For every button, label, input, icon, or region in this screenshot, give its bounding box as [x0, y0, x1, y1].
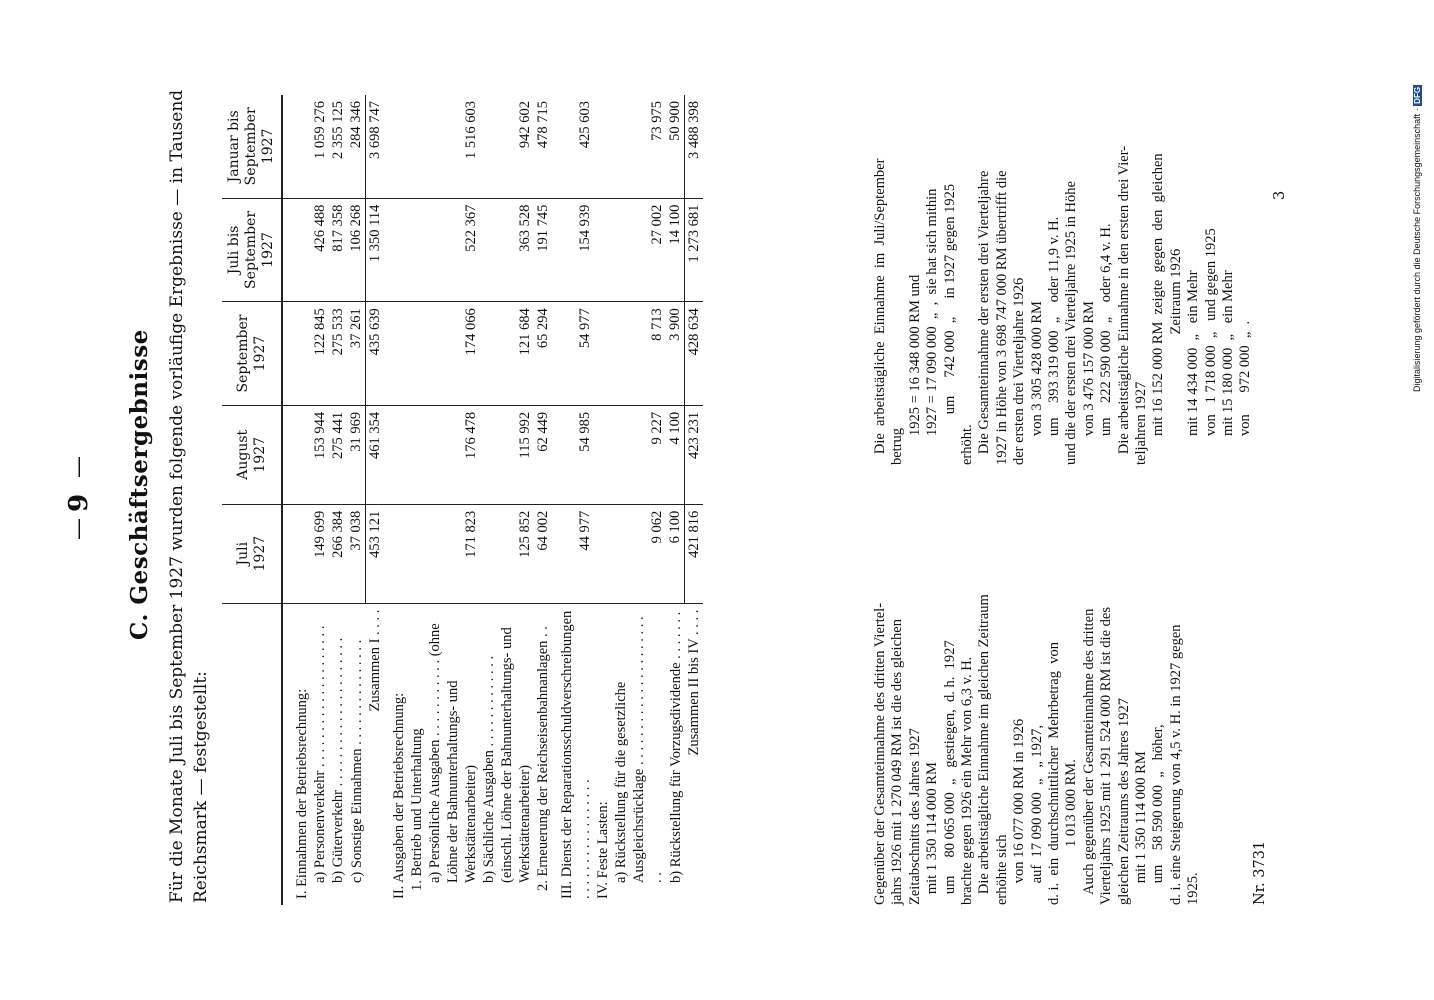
cell-value: 191 745 — [534, 198, 552, 302]
cell-value: 54 977 — [552, 302, 594, 406]
text-line: 1927 in Höhe von 3 698 747 000 RM übertrifft die — [993, 170, 1010, 465]
table-row — [594, 95, 612, 905]
row-label: Zusammen I . . . . — [366, 603, 385, 905]
text-line: Zeitraum 1926 — [1167, 248, 1184, 465]
cell-value: 115 992 — [480, 405, 534, 504]
cell-value: 453 121 — [366, 504, 385, 603]
row-label: II. Ausgaben der Betriebsrechnung: — [384, 603, 408, 905]
cell-value: 942 602 — [517, 101, 533, 149]
text-line: um 80 065 000 „ gestiegen, d. h. 1927 — [941, 640, 958, 905]
text-line: um 393 319 000 „ oder 11,9 v. H. — [1046, 216, 1062, 465]
cell-value — [594, 504, 612, 603]
cell-value — [282, 198, 311, 302]
cell-value: 4 100 — [666, 405, 685, 504]
cell-value: 522 367 — [426, 198, 480, 302]
page-number: 9 — [64, 493, 94, 512]
cell-value — [282, 504, 311, 603]
text-line: von 3 305 428 000 RM — [1028, 301, 1045, 465]
cell-value: 275 441 — [329, 405, 347, 504]
cell-value — [408, 198, 426, 302]
cell-value: 149 699 — [311, 504, 329, 603]
table-row — [384, 95, 408, 905]
cell-value — [282, 405, 311, 504]
text-line: Zeitabschnitts des Jahres 1927 — [906, 728, 923, 905]
dfg-logo: DFG — [1413, 86, 1422, 104]
cell-value: 461 354 — [366, 405, 385, 504]
cell-value: 9 227 — [612, 405, 666, 504]
text-line: um 222 590 000 „ oder 6,4 v. H. — [1098, 223, 1115, 465]
cell-value: 37 038 — [347, 504, 366, 603]
text-line: um 742 000 „ in 1927 gegen 1925 — [941, 183, 958, 465]
table-row — [666, 95, 685, 905]
text-line: betrug — [889, 427, 906, 465]
cell-value: 1 059 276 — [312, 101, 328, 159]
cell-value: 2 355 125 — [330, 101, 346, 159]
cell-value — [384, 405, 408, 504]
cell-value: 6 100 — [666, 504, 685, 603]
text-line: von 972 000 „ . — [1237, 320, 1254, 465]
cell-value — [384, 198, 408, 302]
cell-value: 425 603 — [577, 101, 593, 149]
cell-value: 363 528 — [480, 198, 534, 302]
cell-value: 31 969 — [347, 405, 366, 504]
cell-value: 275 533 — [329, 302, 347, 406]
table-row — [408, 95, 426, 905]
text-line: erhöhte sich — [993, 834, 1010, 905]
text-line: Die Gesamteinnahme der ersten drei Vierteljahre — [976, 170, 993, 465]
text-line: Auch gegenüber der Gesamteinnahme des dritten — [1080, 608, 1097, 905]
cell-value: 106 268 — [347, 198, 366, 302]
cell-value: 3 488 398 — [685, 95, 704, 198]
text-line: Die arbeitstägliche Einnahme in den ersten drei Vier- — [1115, 145, 1132, 465]
text-line: gleichen Zeitraums des Jahres 1927 — [1115, 698, 1132, 905]
text-line: Gegenüber der Gesamteinnahme des dritten Viertel- — [872, 602, 888, 905]
text-line: mit 15 180 000 „ ein Mehr — [1220, 270, 1236, 465]
cell-value: 44 977 — [552, 504, 594, 603]
row-label: b) Rückstellung für Vorzugsdividende . . . . . . . — [666, 603, 685, 905]
cell-value: 65 294 — [534, 302, 552, 406]
text-line: d. i. ein durchschnittlicher Mehrbetrag von — [1046, 642, 1062, 905]
header-label-column — [222, 603, 282, 905]
cell-value: 284 346 — [348, 101, 364, 149]
cell-value: 122 845 — [311, 302, 329, 406]
text-line: mit 16 152 000 RM zeigte gegen den gleichen — [1150, 153, 1167, 465]
text-line: von 3 476 157 000 RM — [1080, 301, 1097, 465]
table-row — [612, 95, 666, 905]
row-label: a) Rückstellung für die gesetzliche Ausgleichsrücklage . . . . . . . . . . . . . . . . . . . . . . . — [612, 603, 666, 905]
cell-value: 27 002 — [612, 198, 666, 302]
cell-value — [282, 302, 311, 406]
cell-value: 421 816 — [685, 504, 704, 603]
cell-value: 50 900 — [667, 101, 683, 141]
cell-value: 435 639 — [366, 302, 385, 406]
cell-value: 153 944 — [311, 405, 329, 504]
table-row — [282, 95, 311, 905]
table-row — [329, 95, 347, 905]
table-row — [311, 95, 329, 905]
text-line: 1925 = 16 348 000 RM und — [906, 274, 923, 465]
cell-value: 1 350 114 — [366, 198, 385, 302]
text-line: und die der ersten drei Vierteljahre 1925 in Höhe — [1063, 181, 1080, 465]
header-column-2: August 1927 — [222, 405, 282, 504]
text-line: um 58 590 000 „ höher, — [1150, 724, 1167, 905]
row-label: a) Persönliche Ausgaben . . . . . . . . . . . (ohne Löhne der Bahnunterhaltungs- und Werkstättenarbeiter) — [426, 603, 480, 905]
cell-value: 428 634 — [685, 302, 704, 406]
cell-value — [408, 302, 426, 406]
row-label: b) Güterverkehr . . . . . . . . . . . . . . . . . . . . . — [329, 603, 347, 905]
table-row — [480, 95, 534, 905]
cell-value — [594, 302, 612, 406]
cell-value: 14 100 — [666, 198, 685, 302]
row-label: Zusammen II bis IV . . . . — [685, 603, 704, 905]
row-label: a) Personenverkehr . . . . . . . . . . . . . . . . . . . . — [311, 603, 329, 905]
table-row — [685, 95, 704, 905]
text-line: 1927 = 17 090 000 „ , sie hat sich mithin — [924, 188, 941, 465]
cell-value: 3 900 — [666, 302, 685, 406]
intro-paragraph: Für die Monate Juli bis September 1927 wurden folgende vorläufige Ergebnisse — in Tausend Reichsmark — festgestellt: — [167, 89, 211, 903]
cell-value: 73 975 — [649, 101, 665, 141]
row-label: III. Dienst der Reparationsschuldverschreibungen . . . . . . . . . . . . . . . . . — [552, 603, 594, 905]
cell-value — [384, 302, 408, 406]
table-row — [347, 95, 366, 905]
header-column-1: Juli 1927 — [222, 504, 282, 603]
cell-value — [408, 95, 426, 198]
cell-value — [594, 405, 612, 504]
table-row — [426, 95, 480, 905]
row-label: c) Sonstige Einnahmen . . . . . . . . . . . . . . . — [347, 603, 366, 905]
table-row — [534, 95, 552, 905]
row-label: 2. Erneuerung der Reichseisenbahnanlagen . . — [534, 603, 552, 905]
table-header-row — [222, 95, 282, 905]
text-line: von 1 718 000 „ und gegen 1925 — [1202, 228, 1219, 465]
cell-value: 1 273 681 — [685, 198, 704, 302]
header-column-3: September 1927 — [222, 302, 282, 406]
row-label: b) Sächliche Ausgaben . . . . . . . . . . . . . (einschl. Löhne der Bahnunterhaltungs- und Werkstättenarbeiter) — [480, 603, 534, 905]
cell-value: 125 852 — [480, 504, 534, 603]
cell-value — [384, 504, 408, 603]
text-line: Die arbeitstägliche Einnahme im gleichen Zeitraum — [976, 594, 993, 905]
text-line: Die arbeitstägliche Einnahme im Juli/September — [872, 158, 888, 465]
cell-value: 154 939 — [552, 198, 594, 302]
cell-value: 266 384 — [329, 504, 347, 603]
table-row — [552, 95, 594, 905]
cell-value — [384, 95, 408, 198]
cell-value: 54 985 — [552, 405, 594, 504]
dfg-sidebar-credit — [1412, 85, 1422, 392]
row-label: I. Einnahmen der Betriebsrechnung: — [282, 603, 311, 905]
cell-value: 8 713 — [612, 302, 666, 406]
text-line: 1 013 000 RM. — [1063, 759, 1080, 905]
text-line: mit 1 350 114 000 RM — [1133, 751, 1149, 905]
text-line: der ersten drei Vierteljahre 1926 — [1011, 277, 1028, 465]
page-number-dash-right: — — [66, 456, 91, 478]
cell-value: 176 478 — [426, 405, 480, 504]
cell-value: 3 698 747 — [366, 95, 385, 198]
cell-value — [594, 95, 612, 198]
dfg-credit-text: Digitalisierung gefördert durch die Deutsche Forschungsgemeinschaft · — [1412, 108, 1422, 392]
table-body — [282, 95, 703, 905]
results-table — [222, 95, 703, 905]
section-title: C. Geschäftsergebnisse — [126, 329, 153, 640]
cell-value: 64 002 — [534, 504, 552, 603]
cell-value: 423 231 — [685, 405, 704, 504]
cell-value: 121 684 — [480, 302, 534, 406]
cell-value: 171 823 — [426, 504, 480, 603]
text-line: 1925. — [1185, 872, 1202, 905]
text-line: Vierteljahrs 1925 mit 1 291 524 000 RM ist die des — [1098, 607, 1115, 905]
text-line: mit 1 350 114 000 RM — [924, 762, 941, 905]
page-number-dash-left: — — [66, 518, 91, 540]
text-line: jahrs 1926 mit 1 270 049 RM ist die des gleichen — [889, 619, 906, 905]
text-line: teljahren 1927 — [1133, 381, 1149, 465]
cell-value: 37 261 — [347, 302, 366, 406]
row-label: IV. Feste Lasten: — [594, 603, 612, 905]
cell-value: 62 449 — [534, 405, 552, 504]
cell-value — [594, 198, 612, 302]
cell-value: 817 358 — [329, 198, 347, 302]
row-label: 1. Betrieb und Unterhaltung — [408, 603, 426, 905]
signature-mark: 3 — [1272, 190, 1288, 200]
header-column-5: Januar bis September 1927 — [222, 95, 282, 198]
text-line: auf 17 090 000 „ „ 1927, — [1028, 724, 1045, 905]
cell-value: 426 488 — [311, 198, 329, 302]
text-line: erhöht. — [959, 424, 975, 465]
text-line: von 16 077 000 RM in 1926 — [1011, 718, 1028, 905]
text-line: brachte gegen 1926 ein Mehr von 6,3 v. H. — [959, 656, 975, 905]
print-number: Nr. 3731 — [1252, 840, 1268, 905]
cell-value: 174 066 — [426, 302, 480, 406]
cell-value — [408, 504, 426, 603]
text-line: d. i. eine Steigerung von 4,5 v. H. in 1927 gegen — [1167, 624, 1184, 905]
cell-value — [408, 405, 426, 504]
table-row — [366, 95, 385, 905]
cell-value: 9 062 — [612, 504, 666, 603]
cell-value: 1 516 603 — [463, 101, 479, 159]
cell-value: 478 715 — [535, 101, 551, 149]
text-line: mit 14 434 000 „ ein Mehr — [1185, 270, 1202, 465]
cell-value — [282, 95, 311, 198]
header-column-4: Juli bis September 1927 — [222, 198, 282, 302]
